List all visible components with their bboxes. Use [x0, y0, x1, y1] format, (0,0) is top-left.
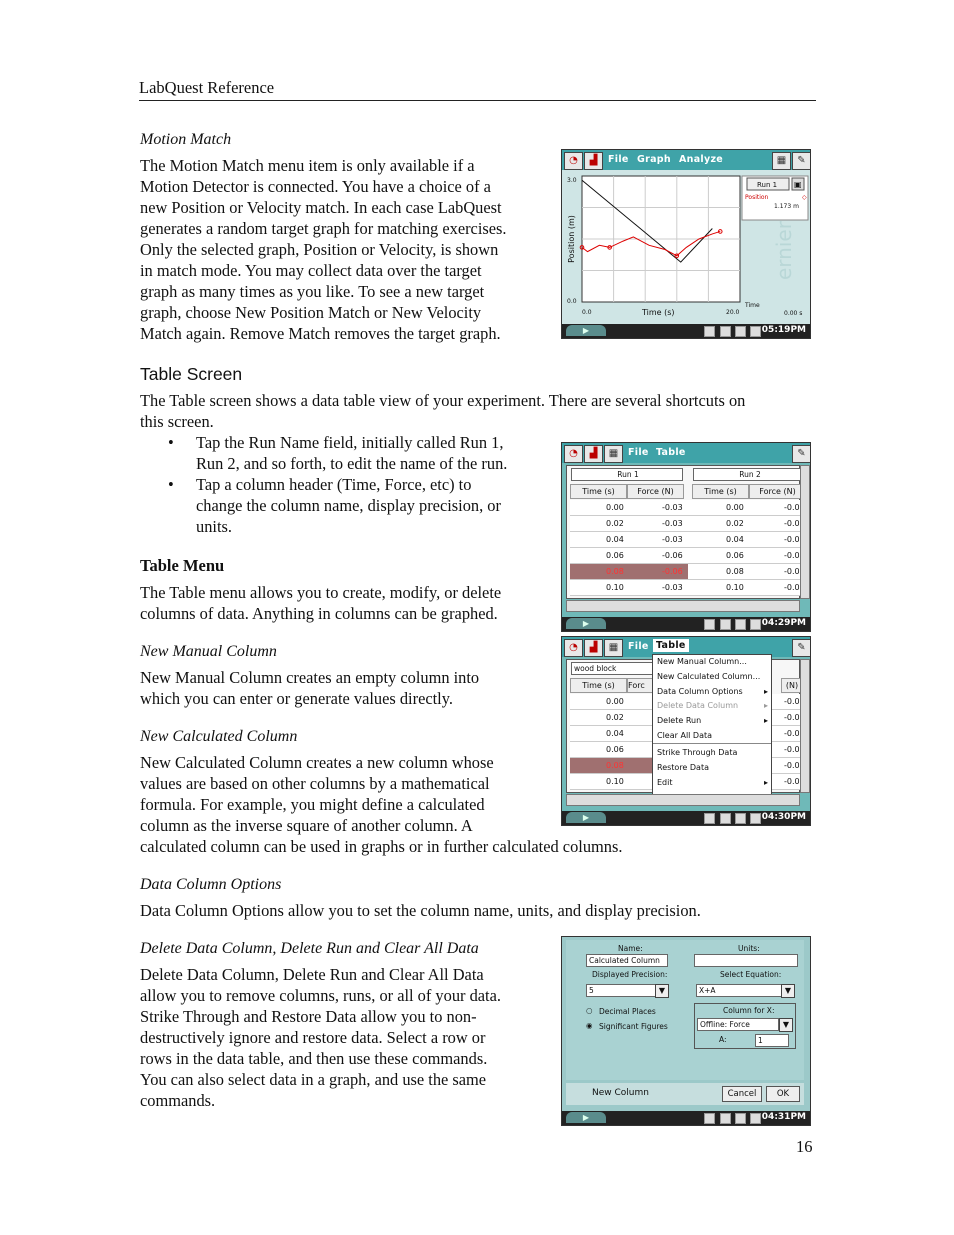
table-cell[interactable]: -0.0	[784, 551, 800, 560]
chevron-down-icon[interactable]: ▼	[655, 984, 669, 998]
text-line: Match again. Remove Match removes the target graph.	[140, 324, 501, 343]
status-bar	[562, 811, 810, 825]
data-table	[566, 465, 800, 599]
text-line: graph, choose New Position Match or New Velocity	[140, 303, 482, 322]
text-line: Data Column Options allow you to set the column name, units, and display precision.	[140, 901, 701, 920]
table-cell[interactable]: -0.0	[784, 697, 800, 706]
column-header[interactable]: Time (s)	[692, 484, 749, 499]
decimal-places-label: Decimal Places	[599, 1007, 656, 1016]
table-cell[interactable]: 0.08	[726, 567, 744, 576]
graph-screenshot	[561, 149, 811, 339]
ok-button[interactable]: OK	[766, 1086, 800, 1102]
menu-item-label: New Manual Column...	[657, 657, 747, 666]
storage-icon	[720, 326, 731, 337]
text-line: New Manual Column creates an empty column into	[140, 668, 480, 687]
table-cell[interactable]: 0.10	[606, 777, 624, 786]
text-line: which you can enter or generate values directly.	[140, 689, 453, 708]
data-column-options-heading: Data Column Options	[140, 876, 282, 893]
volume-icon[interactable]	[750, 326, 761, 337]
motion-match-heading: Motion Match	[140, 131, 232, 148]
text-line: this screen.	[140, 412, 214, 431]
collect-button[interactable]: ▶	[566, 1112, 606, 1123]
notebook-tab-icon[interactable]: ✎	[792, 152, 811, 170]
column-header[interactable]: (N)	[781, 678, 803, 693]
graph-tab-icon[interactable]: ▟	[584, 445, 603, 463]
x-axis-label[interactable]: Time (s)	[642, 308, 675, 317]
collect-button[interactable]: ▶	[566, 325, 606, 336]
series-legend[interactable]: Position	[745, 194, 769, 201]
text-line: columns of data. Anything in columns can be graphed.	[140, 604, 498, 623]
table-row[interactable]	[570, 500, 802, 516]
text-line: rows in the data table, and then use these commands.	[140, 1049, 488, 1068]
table-screen-heading: Table Screen	[140, 364, 243, 384]
text-line: Only the selected graph, Position or Velocity, is shown	[140, 240, 499, 259]
text-line: The Motion Match menu item is only available if a	[140, 156, 475, 175]
header-rule	[139, 100, 816, 101]
text-line: Tap the Run Name field, initially called Run 1,	[196, 433, 504, 452]
bullet-item	[140, 432, 560, 474]
table-cell[interactable]: -0.0	[784, 567, 800, 576]
volume-icon[interactable]	[750, 619, 761, 630]
menu-item-label: Strike Through Data	[657, 747, 738, 757]
table-tab-icon[interactable]: ▦	[604, 639, 623, 657]
table-cell[interactable]: 0.06	[606, 551, 624, 560]
name-input[interactable]: Calculated Column	[586, 954, 668, 967]
meter-tab-icon[interactable]: ◔	[564, 639, 583, 657]
storage-icon	[720, 619, 731, 630]
dialog-title: New Column	[592, 1088, 649, 1098]
x-max-label: 20.0	[726, 309, 740, 316]
keyboard-icon[interactable]	[735, 619, 746, 630]
graph-area[interactable]	[562, 170, 810, 324]
text-line: formula. For example, you might define a calculated	[140, 795, 485, 814]
menu-item-clear-all-data[interactable]	[653, 729, 771, 744]
column-for-x-label: Column for X:	[723, 1006, 775, 1015]
column-for-x-select[interactable]: Offline: Force	[697, 1018, 779, 1031]
text-line: commands.	[140, 1091, 216, 1110]
vertical-scrollbar[interactable]	[800, 465, 810, 599]
volume-icon[interactable]	[750, 1113, 761, 1124]
meter-tab-icon[interactable]: ◔	[564, 445, 583, 463]
series-value: 1.173 m	[774, 203, 799, 210]
units-label: Units:	[738, 944, 760, 953]
dialog-body	[566, 940, 804, 1080]
y-min-label: 0.0	[567, 298, 577, 305]
run-name-field[interactable]: Run 1	[571, 468, 683, 481]
table-cell[interactable]: 0.02	[606, 519, 624, 528]
home-icon[interactable]	[704, 813, 715, 824]
text-line: column as the inverse square of another column. A	[140, 816, 473, 835]
menu-item-new-manual-column[interactable]	[653, 655, 771, 670]
menu-file[interactable]: File	[628, 641, 649, 652]
menu-item-label: Restore Data	[657, 762, 709, 772]
clock: 04:30PM	[761, 812, 806, 822]
table-cell[interactable]: 0.00	[606, 503, 624, 512]
name-label: Name:	[618, 944, 643, 953]
column-header[interactable]: Time (s)	[570, 484, 627, 499]
menu-item-label: Data Column Options	[657, 686, 743, 696]
table-menu-screenshot	[561, 636, 811, 826]
table-menu-heading: Table Menu	[140, 556, 225, 575]
menu-item-label: Delete Run	[657, 716, 702, 726]
submenu-arrow-icon: ▸	[763, 686, 768, 696]
table-cell[interactable]: -0.06	[662, 567, 683, 576]
text-line: in match mode. You may collect data over the target	[140, 261, 482, 280]
table-cell[interactable]: -0.0	[784, 535, 800, 544]
units-input[interactable]	[694, 954, 798, 967]
table-cell[interactable]: 0.10	[606, 583, 624, 592]
status-bar	[562, 617, 810, 631]
horizontal-scrollbar[interactable]	[566, 600, 800, 612]
text-line: Run 2, and so forth, to edit the name of the run.	[196, 454, 508, 473]
text-line: Motion Detector is connected. You have a choice of a	[140, 177, 491, 196]
table-cell[interactable]: 0.06	[606, 745, 624, 754]
bullet-marker: •	[168, 475, 174, 494]
table-tab-icon[interactable]: ▦	[604, 445, 623, 463]
table-tab-icon[interactable]: ▦	[772, 152, 791, 170]
menu-graph[interactable]: Graph	[637, 154, 671, 165]
table-menu-paragraph	[140, 582, 550, 624]
keyboard-icon[interactable]	[735, 1113, 746, 1124]
menu-item-restore-data[interactable]	[653, 761, 771, 776]
notebook-tab-icon[interactable]: ✎	[792, 445, 811, 463]
column-header[interactable]: Force (N)	[627, 484, 684, 499]
equation-select[interactable]: X+A	[696, 984, 782, 997]
home-icon[interactable]	[704, 326, 715, 337]
vertical-scrollbar[interactable]	[800, 659, 810, 793]
text-line: graph as many times as you like. To see a new target	[140, 282, 485, 301]
graph-tab-icon[interactable]: ▟	[584, 639, 603, 657]
table-cell[interactable]: 0.04	[606, 729, 624, 738]
clock: 04:31PM	[761, 1112, 806, 1122]
text-line: Strike Through and Restore Data allow you to non-	[140, 1007, 477, 1026]
collect-button[interactable]: ▶	[566, 618, 606, 629]
table-dropdown-menu[interactable]	[652, 654, 772, 797]
menu-file[interactable]: File	[628, 447, 649, 458]
table-screen-intro	[140, 390, 816, 432]
clock: 05:19PM	[761, 325, 806, 335]
series-marker-icon: ◇	[802, 194, 807, 201]
text-line: Tap a column header (Time, Force, etc) to	[196, 475, 472, 494]
text-line: units.	[196, 517, 232, 536]
menu-item-new-calculated-column[interactable]	[653, 670, 771, 685]
running-header: LabQuest Reference	[139, 78, 275, 97]
menu-file[interactable]: File	[608, 154, 629, 165]
time-value: 0.00 s	[784, 310, 803, 317]
table-cell[interactable]: 0.04	[726, 535, 744, 544]
meter-tab-icon[interactable]: ◔	[564, 152, 583, 170]
column-header[interactable]: Forc	[627, 678, 659, 693]
dialog-footer	[566, 1083, 804, 1105]
text-line: The Table screen shows a data table view of your experiment. There are several shortcuts on	[140, 391, 746, 410]
time-label: Time	[745, 302, 760, 309]
chevron-down-icon[interactable]: ▼	[781, 984, 795, 998]
y-axis-label[interactable]: Position (m)	[567, 215, 576, 263]
new-manual-paragraph	[140, 667, 550, 709]
menu-item-label: Clear All Data	[657, 730, 713, 740]
graph-tab-icon[interactable]: ▟	[584, 152, 603, 170]
status-bar	[562, 1111, 810, 1125]
a-input[interactable]: 1	[755, 1034, 789, 1047]
status-bar	[562, 324, 810, 338]
text-line: change the column name, display precision, or	[196, 496, 501, 515]
table-cell[interactable]: -0.03	[662, 503, 683, 512]
chevron-down-icon[interactable]: ▼	[779, 1018, 793, 1032]
menu-item-label: New Calculated Column...	[657, 671, 761, 681]
table-cell[interactable]: 0.02	[726, 519, 744, 528]
text-line: allow you to remove columns, runs, or all of your data.	[140, 986, 501, 1005]
text-line: new Position or Velocity match. In each case LabQuest	[140, 198, 502, 217]
column-header[interactable]: Force (N)	[749, 484, 806, 499]
text-line: You can also select data in a graph, and use the same	[140, 1070, 487, 1089]
table-cell[interactable]: -0.03	[662, 583, 683, 592]
equation-label: Select Equation:	[720, 970, 782, 979]
table-screen-bullets	[140, 432, 560, 537]
table-cell[interactable]: -0.0	[784, 729, 800, 738]
clock: 04:29PM	[761, 618, 806, 628]
menu-item-delete-run[interactable]	[653, 714, 771, 729]
y-max-label: 3.0	[567, 177, 577, 184]
text-line: New Calculated Column creates a new column whose	[140, 753, 494, 772]
home-icon[interactable]	[704, 619, 715, 630]
a-label: A:	[719, 1035, 727, 1044]
table-cell[interactable]: 0.00	[726, 503, 744, 512]
table-row[interactable]	[570, 580, 802, 596]
run-selector[interactable]: Run 1	[757, 181, 778, 189]
table-cell[interactable]: -0.0	[784, 503, 800, 512]
device-toolbar	[562, 150, 810, 170]
horizontal-scrollbar[interactable]	[566, 794, 800, 806]
page-number: 16	[796, 1137, 813, 1156]
run-name-field[interactable]: Run 2	[693, 468, 805, 481]
text-line: The Table menu allows you to create, modify, or delete	[140, 583, 502, 602]
text-line: destructively ignore and restore data. Select a row or	[140, 1028, 486, 1047]
delete-section-paragraph	[140, 964, 550, 1111]
table-cell[interactable]: 0.02	[606, 713, 624, 722]
table-body	[570, 500, 802, 596]
x-min-label: 0.0	[582, 309, 592, 316]
table-cell[interactable]: 0.04	[606, 535, 624, 544]
motion-match-paragraph	[140, 155, 555, 344]
table-cell[interactable]: 0.08	[606, 761, 624, 770]
delete-section-heading: Delete Data Column, Delete Run and Clear All Data	[140, 940, 479, 957]
submenu-arrow-icon: ▸	[763, 701, 768, 711]
menu-item-strike-through-data[interactable]	[653, 746, 771, 761]
table-cell[interactable]: -0.0	[784, 777, 800, 786]
table-cell[interactable]: -0.03	[662, 535, 683, 544]
table-cell[interactable]: 0.10	[726, 583, 744, 592]
menu-item-label: Edit	[657, 777, 673, 787]
bullet-marker: •	[168, 433, 174, 452]
radio-decimal-icon[interactable]: ○	[586, 1006, 593, 1015]
table-row[interactable]	[570, 564, 802, 580]
table-cell[interactable]: -0.0	[784, 713, 800, 722]
device-toolbar	[562, 443, 810, 463]
table-cell[interactable]: 0.08	[606, 567, 624, 576]
menu-item-edit[interactable]	[653, 776, 771, 791]
table-cell[interactable]: -0.0	[784, 519, 800, 528]
precision-select[interactable]: 5	[586, 984, 656, 997]
precision-label: Displayed Precision:	[592, 970, 668, 979]
menu-item-label: Delete Data Column	[657, 701, 739, 711]
table-row[interactable]	[570, 532, 802, 548]
table-cell[interactable]: 0.00	[606, 697, 624, 706]
significant-figures-label: Significant Figures	[599, 1022, 668, 1031]
column-for-x-group	[694, 1003, 796, 1049]
volume-icon[interactable]	[750, 813, 761, 824]
keyboard-icon[interactable]	[735, 326, 746, 337]
radio-sigfig-icon[interactable]: ◉	[586, 1021, 593, 1030]
column-header[interactable]: Time (s)	[570, 678, 627, 693]
save-icon[interactable]: ▣	[794, 180, 802, 189]
table-cell[interactable]: 0.06	[726, 551, 744, 560]
table-cell[interactable]: -0.0	[784, 583, 800, 592]
bullet-item	[140, 474, 560, 537]
text-line: calculated column can be used in graphs or in further calculated columns.	[140, 837, 623, 856]
text-line: generates a random target graph for matching exercises.	[140, 219, 507, 238]
menu-table[interactable]: Table	[656, 447, 686, 458]
table-cell[interactable]: -0.0	[784, 745, 800, 754]
text-line: values are based on other columns by a mathematical	[140, 774, 490, 793]
table-cell[interactable]: -0.06	[662, 551, 683, 560]
keyboard-icon[interactable]	[735, 813, 746, 824]
vernier-watermark: ernier	[772, 221, 796, 280]
data-column-options-paragraph	[140, 900, 816, 921]
table-cell[interactable]: -0.0	[784, 761, 800, 770]
submenu-arrow-icon: ▸	[763, 716, 768, 726]
menu-item-data-column-options[interactable]	[653, 685, 771, 700]
table-row[interactable]	[570, 516, 802, 532]
storage-icon	[720, 1113, 731, 1124]
run-name-field[interactable]: wood block	[571, 662, 655, 675]
submenu-arrow-icon: ▸	[763, 777, 768, 787]
cancel-button[interactable]: Cancel	[722, 1086, 762, 1102]
collect-button[interactable]: ▶	[566, 812, 606, 823]
menu-item-delete-data-column	[653, 699, 771, 714]
notebook-tab-icon[interactable]: ✎	[792, 639, 811, 657]
menu-analyze[interactable]: Analyze	[679, 154, 724, 165]
home-icon[interactable]	[704, 1113, 715, 1124]
table-row[interactable]	[570, 548, 802, 564]
text-line: Delete Data Column, Delete Run and Clear All Data	[140, 965, 484, 984]
storage-icon	[720, 813, 731, 824]
table-cell[interactable]: -0.03	[662, 519, 683, 528]
new-calculated-heading: New Calculated Column	[140, 728, 298, 745]
menu-table-open[interactable]: Table	[653, 639, 689, 652]
new-column-dialog-screenshot	[561, 936, 811, 1126]
table-screenshot	[561, 442, 811, 632]
new-manual-heading: New Manual Column	[140, 643, 277, 660]
